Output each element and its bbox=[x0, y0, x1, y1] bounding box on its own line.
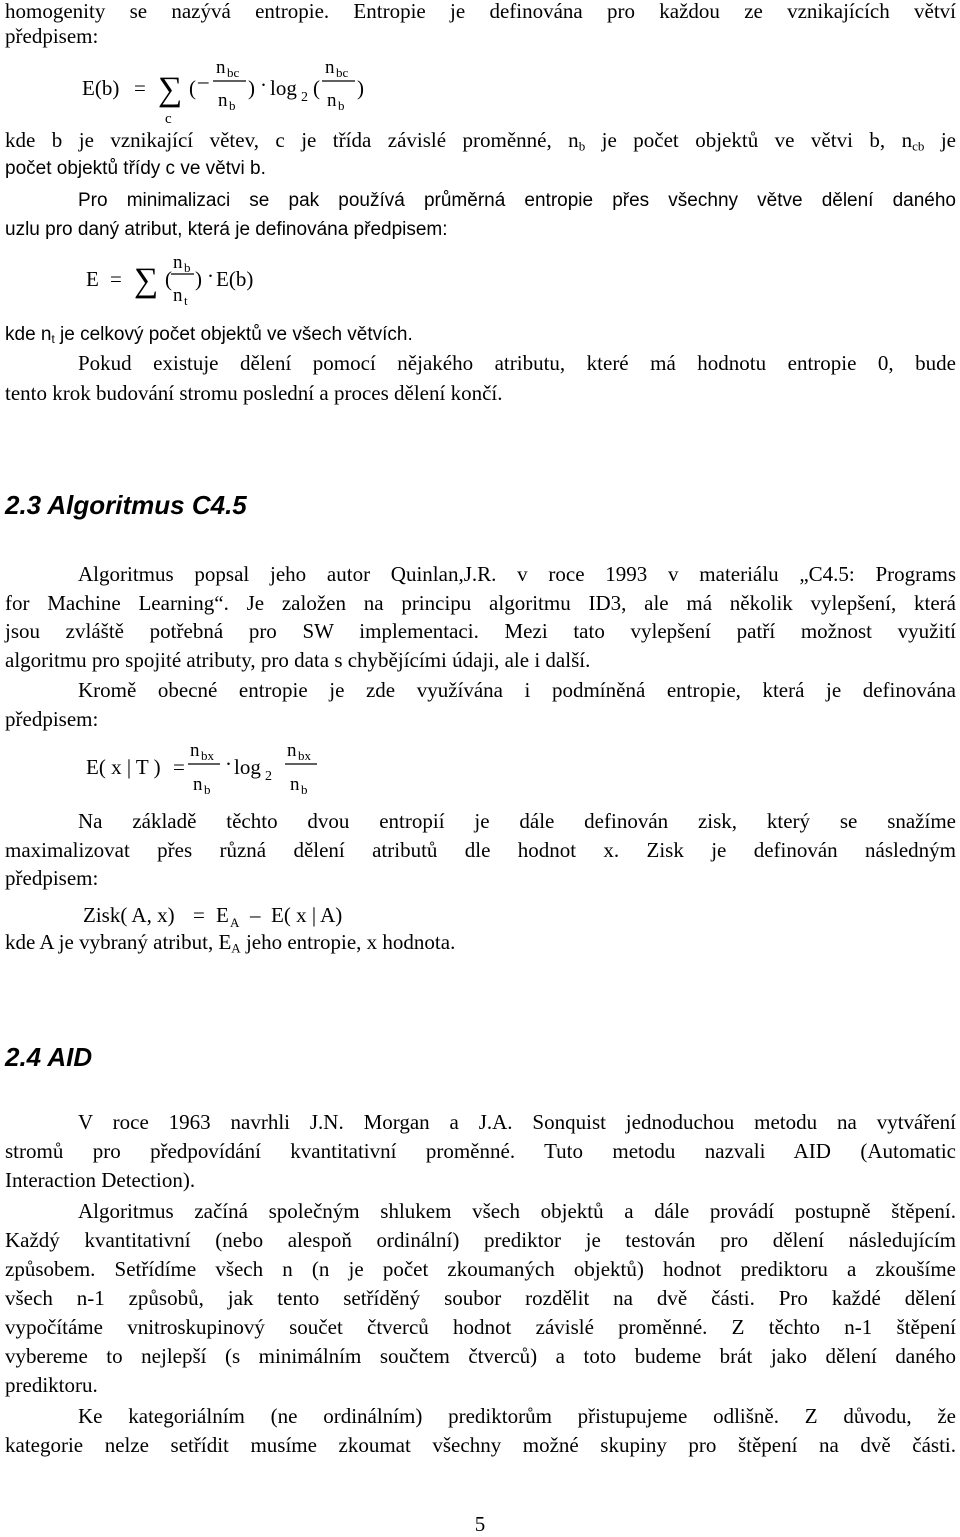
svg-text:): ) bbox=[248, 76, 255, 100]
section-heading: 2.3 Algoritmus C4.5 bbox=[5, 490, 247, 520]
svg-text:2: 2 bbox=[265, 769, 272, 784]
text-line: kde A je vybraný atribut, $E_A$ jeho entropie, x hodnota. bbox=[5, 930, 456, 956]
svg-text:E: E bbox=[216, 903, 229, 927]
formula-equals: = bbox=[110, 267, 122, 291]
svg-text:2: 2 bbox=[301, 90, 308, 105]
svg-text:(: ( bbox=[313, 76, 320, 100]
svg-text:n: n bbox=[190, 740, 200, 761]
svg-text:bx: bx bbox=[298, 748, 311, 763]
svg-text:n: n bbox=[287, 740, 297, 761]
svg-text:b: b bbox=[301, 782, 308, 797]
text-line: kde $n_t$ je celkový počet objektů ve všech větvích. bbox=[5, 324, 413, 346]
formula-lhs: Zisk( A, x) bbox=[83, 903, 175, 927]
svg-text:E( x | A): E( x | A) bbox=[271, 903, 343, 927]
text-line: Algoritmus popsal jeho autor Quinlan,J.R. v roce 1993 v materiálu „C4.5: Programs bbox=[78, 562, 956, 586]
minus-sign: – bbox=[198, 69, 209, 93]
text-line: maximalizovat přes různá dělení atributů dle hodnot x. Zisk je definován následným bbox=[5, 838, 956, 862]
average-entropy-formula bbox=[70, 240, 310, 315]
page-number: 5 bbox=[474, 1512, 486, 1536]
svg-text:t: t bbox=[184, 293, 188, 308]
text-line: předpisem: bbox=[5, 707, 99, 731]
text-line: Kromě obecné entropie je zde využívána i podmíněná entropie, která je definována bbox=[78, 678, 956, 702]
text-line: kategorie nelze setřídit musíme zkoumat všechny možné skupiny pro štěpení na dvě části. bbox=[5, 1433, 956, 1457]
svg-text:b: b bbox=[184, 260, 191, 275]
sum-symbol: ∑ bbox=[134, 262, 159, 299]
text-line: Algoritmus začíná společným shlukem všech objektů a dále provádí postupně štěpení. bbox=[78, 1199, 956, 1223]
text-line: předpisem: bbox=[5, 24, 99, 48]
text-line: algoritmu pro spojité atributy, pro data s chybějícími údaji, ale i další. bbox=[5, 648, 591, 672]
text-line: vypočítáme vnitroskupinový součet čtverců hodnot závislé proměnné. Z těchto n-1 štěpení bbox=[5, 1315, 956, 1339]
text-line: stromů pro předpovídání kvantitativní proměnné. Tuto metodu nazvali AID (Automatic bbox=[5, 1139, 956, 1163]
svg-text:n: n bbox=[193, 774, 203, 795]
sum-symbol: ∑ bbox=[158, 71, 183, 108]
formula-equals: = bbox=[193, 903, 205, 927]
svg-text:–: – bbox=[250, 903, 261, 927]
text-line: způsobem. Setřídíme všech n (n je počet zkoumaných objektů) hodnot prediktoru a zkoušíme bbox=[5, 1257, 956, 1281]
svg-text:n: n bbox=[290, 774, 300, 795]
sum-index: c bbox=[165, 111, 172, 127]
svg-text:b: b bbox=[338, 98, 345, 113]
text-line: homogenity se nazývá entropie. Entropie je definována pro každou ze vznikajících větví bbox=[5, 0, 956, 23]
text-line: Pokud existuje dělení pomocí nějakého atributu, které má hodnotu entropie 0, bude bbox=[78, 351, 956, 375]
text-line: Na základě těchto dvou entropií je dále definován zisk, který se snažíme bbox=[78, 809, 956, 833]
formula-lhs: E( x | T ) bbox=[86, 755, 161, 779]
log-label: log bbox=[234, 755, 261, 779]
svg-text:(: ( bbox=[165, 267, 172, 291]
text-line: Ke kategoriálním (ne ordinálním) prediktorům přistupujeme odlišně. Z důvodu, že bbox=[78, 1404, 956, 1428]
section-heading: 2.4 AID bbox=[5, 1042, 93, 1072]
text-line: tento krok budování stromu poslední a proces dělení končí. bbox=[5, 381, 503, 405]
text-line: Pro minimalizaci se pak používá průměrná entropie přes všechny větve dělení daného bbox=[78, 190, 956, 211]
text-line: kde b je vznikající větev, c je třída závislé proměnné, $n_b$ je počet objektů ve větvi b, $n_{cb}$ je bbox=[5, 128, 957, 154]
text-line: Interaction Detection). bbox=[5, 1168, 196, 1192]
svg-text:E(b): E(b) bbox=[216, 267, 254, 291]
svg-text:n: n bbox=[325, 57, 335, 78]
svg-text:n: n bbox=[173, 252, 183, 273]
svg-text:(: ( bbox=[189, 76, 196, 100]
text-line: počet objektů třídy c ve větvi b. bbox=[5, 158, 266, 179]
svg-text:bx: bx bbox=[201, 748, 214, 763]
text-line: jsou zvláště potřebná pro SW implementaci. Mezi tato vylepšení patří možnost využití bbox=[5, 619, 956, 643]
text-line: vybereme to nejlepší (s minimálním součtem čtverců) a toto budeme brát jako dělení daného bbox=[5, 1344, 956, 1368]
svg-text:n: n bbox=[218, 90, 228, 111]
conditional-entropy-formula bbox=[70, 738, 350, 808]
svg-text:b: b bbox=[204, 782, 211, 797]
svg-text:b: b bbox=[229, 98, 236, 113]
text-line: V roce 1963 navrhli J.N. Morgan a J.A. Sonquist jednoduchou metodu na vytváření bbox=[78, 1110, 956, 1134]
text-line: všech n-1 způsobů, jak tento setříděný soubor rozdělit na dvě části. Pro každé dělení bbox=[5, 1286, 956, 1310]
formula-lhs: E(b) bbox=[82, 76, 120, 100]
formula-equals: = bbox=[134, 76, 146, 100]
svg-text:n: n bbox=[173, 285, 183, 306]
svg-text:·: · bbox=[225, 752, 232, 776]
log-label: log bbox=[270, 76, 297, 100]
text-line: Každý kvantitativní (nebo alespoň ordinální) prediktor je testován pro dělení následujícím bbox=[5, 1228, 956, 1252]
text-line: for Machine Learning“. Je založen na principu algoritmu ID3, ale má několik vylepšení, která bbox=[5, 591, 956, 615]
svg-text:n: n bbox=[216, 57, 226, 78]
formula-equals: = bbox=[173, 755, 185, 779]
svg-text:·: · bbox=[260, 73, 267, 97]
text-line: předpisem: bbox=[5, 866, 99, 890]
svg-text:A: A bbox=[230, 915, 240, 930]
svg-text:·: · bbox=[207, 264, 214, 288]
entropy-formula bbox=[70, 40, 410, 130]
text-line: uzlu pro daný atribut, která je definována předpisem: bbox=[5, 219, 448, 240]
svg-text:bc: bc bbox=[336, 65, 349, 80]
formula-lhs: E bbox=[86, 267, 99, 291]
svg-text:n: n bbox=[327, 90, 337, 111]
svg-text:): ) bbox=[195, 267, 202, 291]
svg-text:): ) bbox=[357, 76, 364, 100]
text-line: prediktoru. bbox=[5, 1373, 98, 1397]
svg-text:bc: bc bbox=[227, 65, 240, 80]
